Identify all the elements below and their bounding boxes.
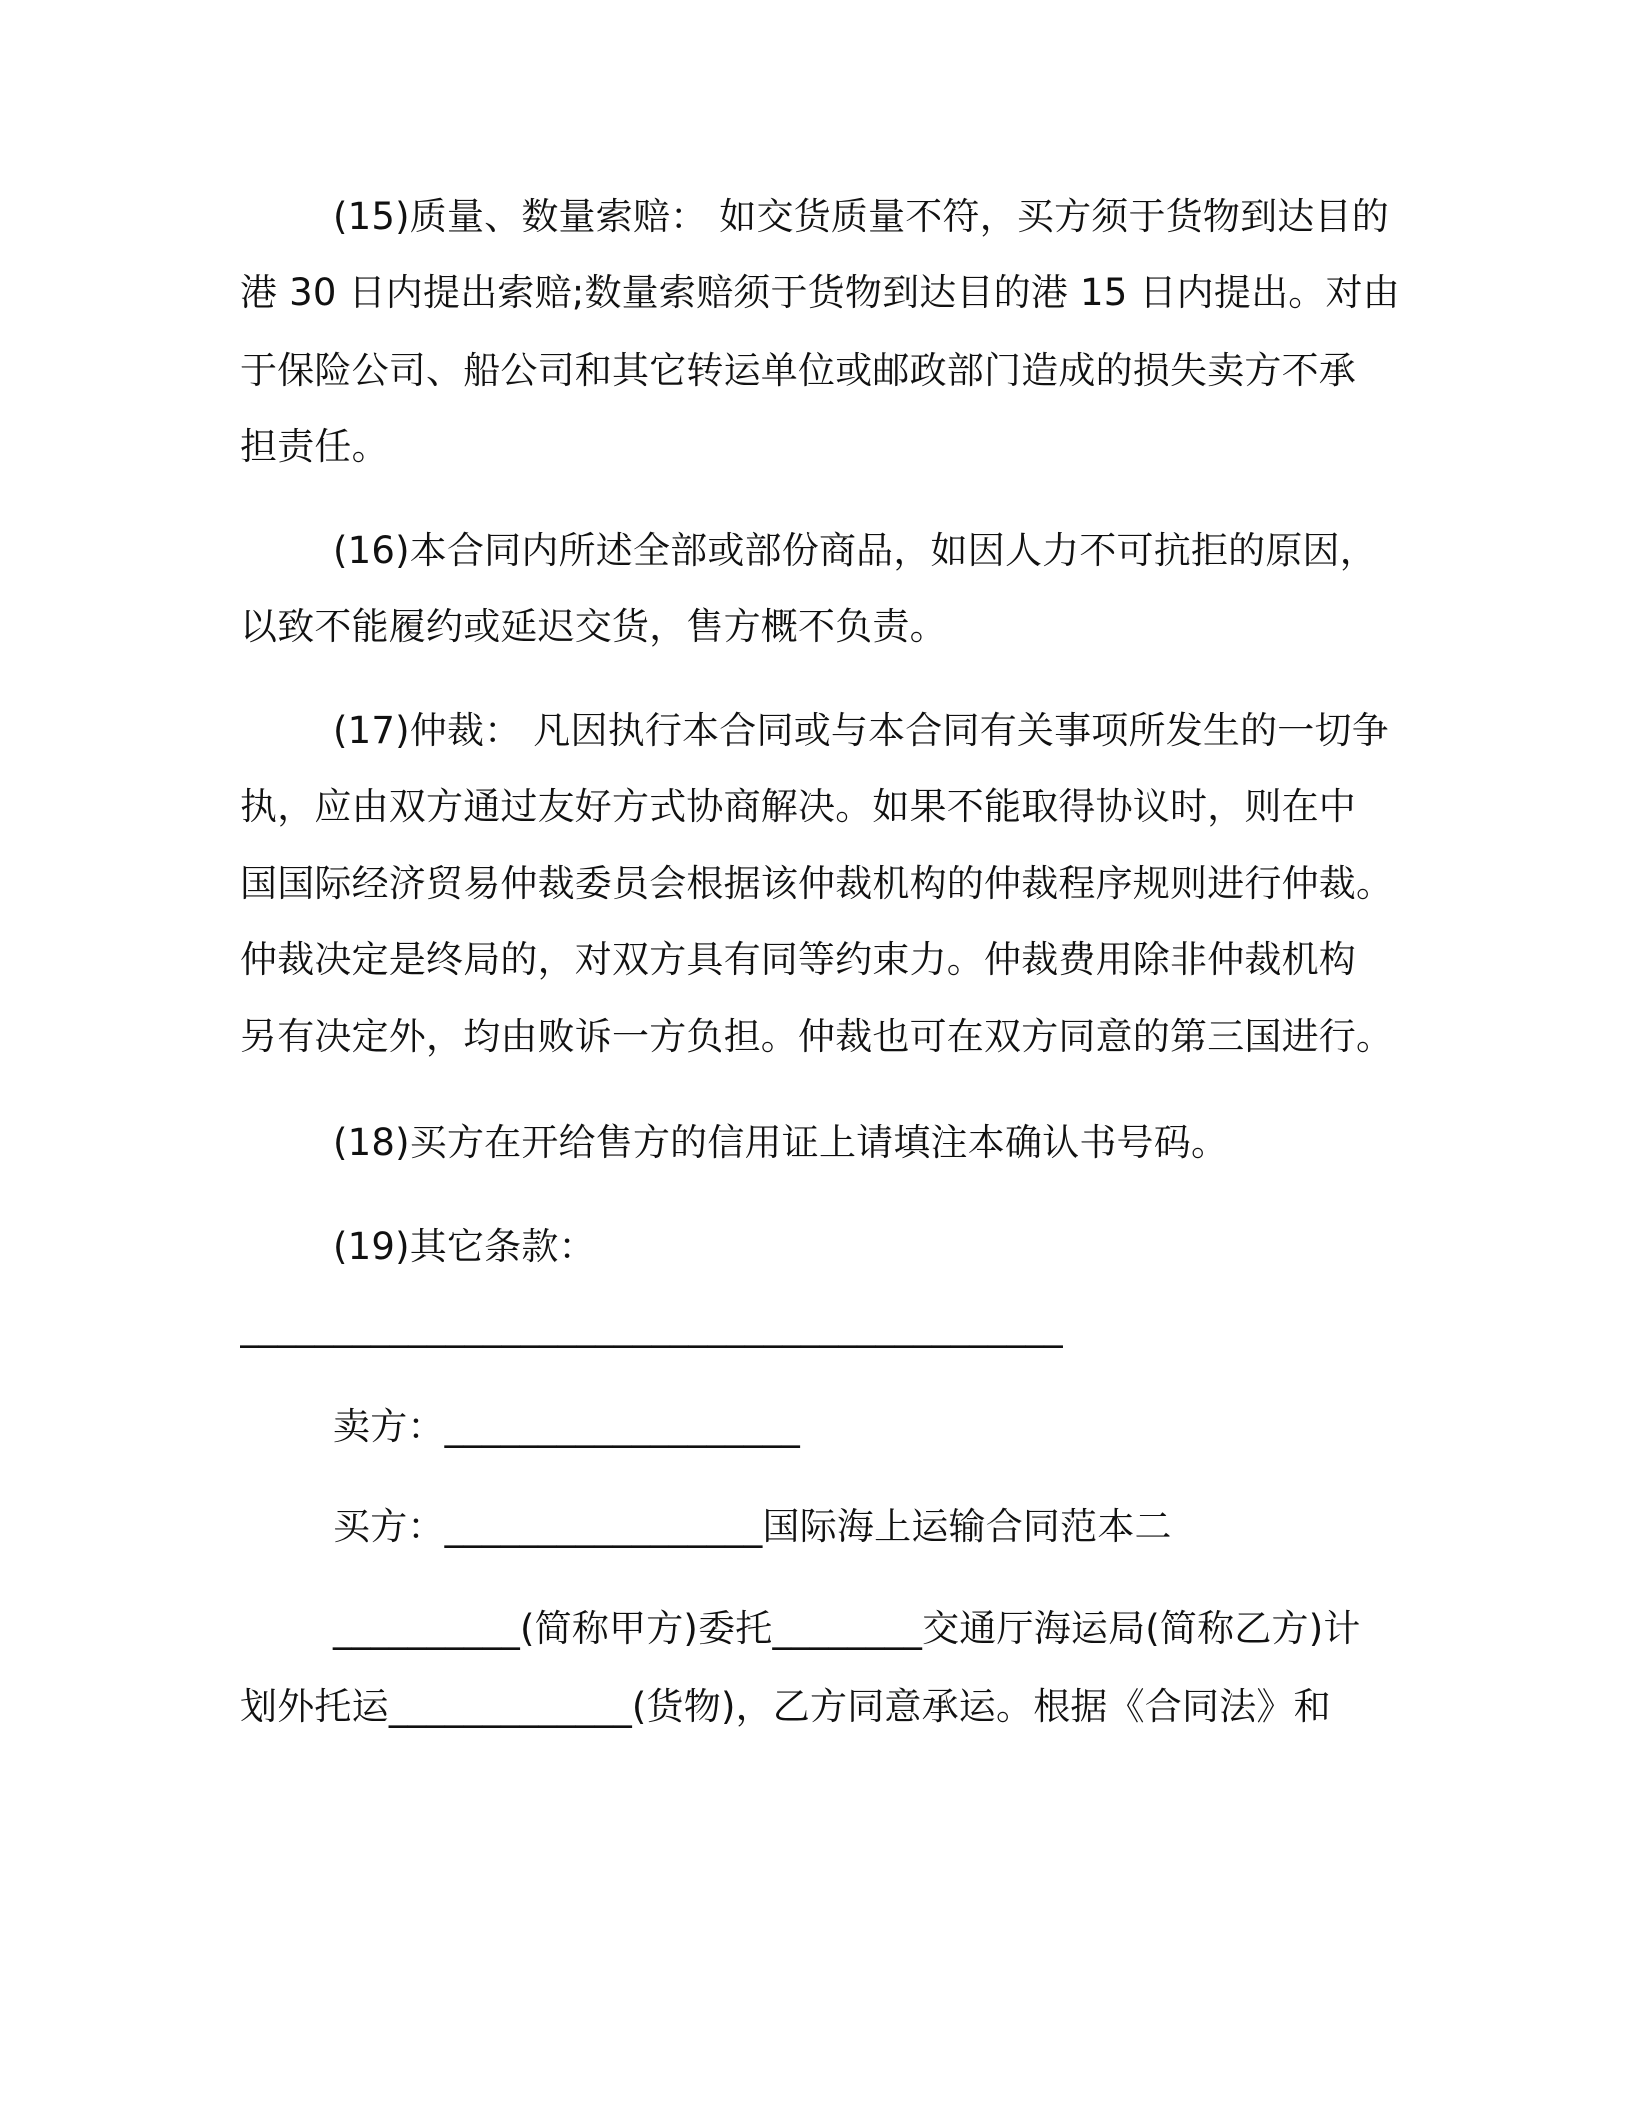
buyer-blank: _________________ [444, 1505, 763, 1548]
seller-line [333, 1404, 800, 1450]
contract-2-title: 国际海上运输合同范本二 [762, 1505, 1172, 1548]
clause-17-line-5: 另有决定外，均由败诉一方负担。仲裁也可在双方同意的第三国进行。 [240, 1015, 1394, 1058]
clause-15-line-2: 港 30 日内提出索赔;数量索赔须于货物到达目的港 15 日内提出。对由 [240, 271, 1400, 314]
other-terms-blank: ____________________________________________ [240, 1305, 1063, 1348]
seller-blank: ___________________ [444, 1405, 800, 1448]
clause-18: (18)买方在开给售方的信用证上请填注本确认书号码。 [333, 1121, 1229, 1164]
party-b-blank: ________ [772, 1607, 923, 1650]
party-a-blank: __________ [333, 1607, 520, 1650]
clause-17-line-3: 国国际经济贸易仲裁委员会根据该仲裁机构的仲裁程序规则进行仲裁。 [240, 862, 1394, 905]
contract-2-text: 划外托运 [240, 1685, 389, 1728]
contract-2-text: (简称甲方)委托 [520, 1607, 773, 1650]
clause-15-line-1: (15)质量、数量索赔： 如交货质量不符，买方须于货物到达目的 [333, 195, 1389, 238]
clause-17-line-1: (17)仲裁： 凡因执行本合同或与本合同有关事项所发生的一切争 [333, 709, 1389, 752]
clause-16-line-2: 以致不能履约或延迟交货，售方概不负责。 [240, 605, 947, 648]
clause-17-line-4: 仲裁决定是终局的，对双方具有同等约束力。仲裁费用除非仲裁机构 [240, 938, 1356, 981]
buyer-line [333, 1504, 1172, 1550]
seller-label: 卖方： [333, 1405, 445, 1448]
clause-19: (19)其它条款： [333, 1225, 596, 1268]
clause-17-line-2: 执，应由双方通过友好方式协商解决。如果不能取得协议时，则在中 [240, 785, 1356, 828]
clause-16-line-1: (16)本合同内所述全部或部份商品，如因人力不可抗拒的原因， [333, 529, 1377, 572]
clause-15-line-4: 担责任。 [240, 425, 389, 468]
goods-blank: _____________ [388, 1685, 632, 1728]
contract-2-text: (货物)，乙方同意承运。根据《合同法》和 [631, 1685, 1331, 1728]
contract-2-line-2 [240, 1684, 1331, 1730]
buyer-label: 买方： [333, 1505, 445, 1548]
contract-2-text: 交通厅海运局(简称乙方)计 [922, 1607, 1361, 1650]
clause-15-line-3: 于保险公司、船公司和其它转运单位或邮政部门造成的损失卖方不承 [240, 349, 1356, 392]
contract-2-line-1 [333, 1606, 1361, 1652]
